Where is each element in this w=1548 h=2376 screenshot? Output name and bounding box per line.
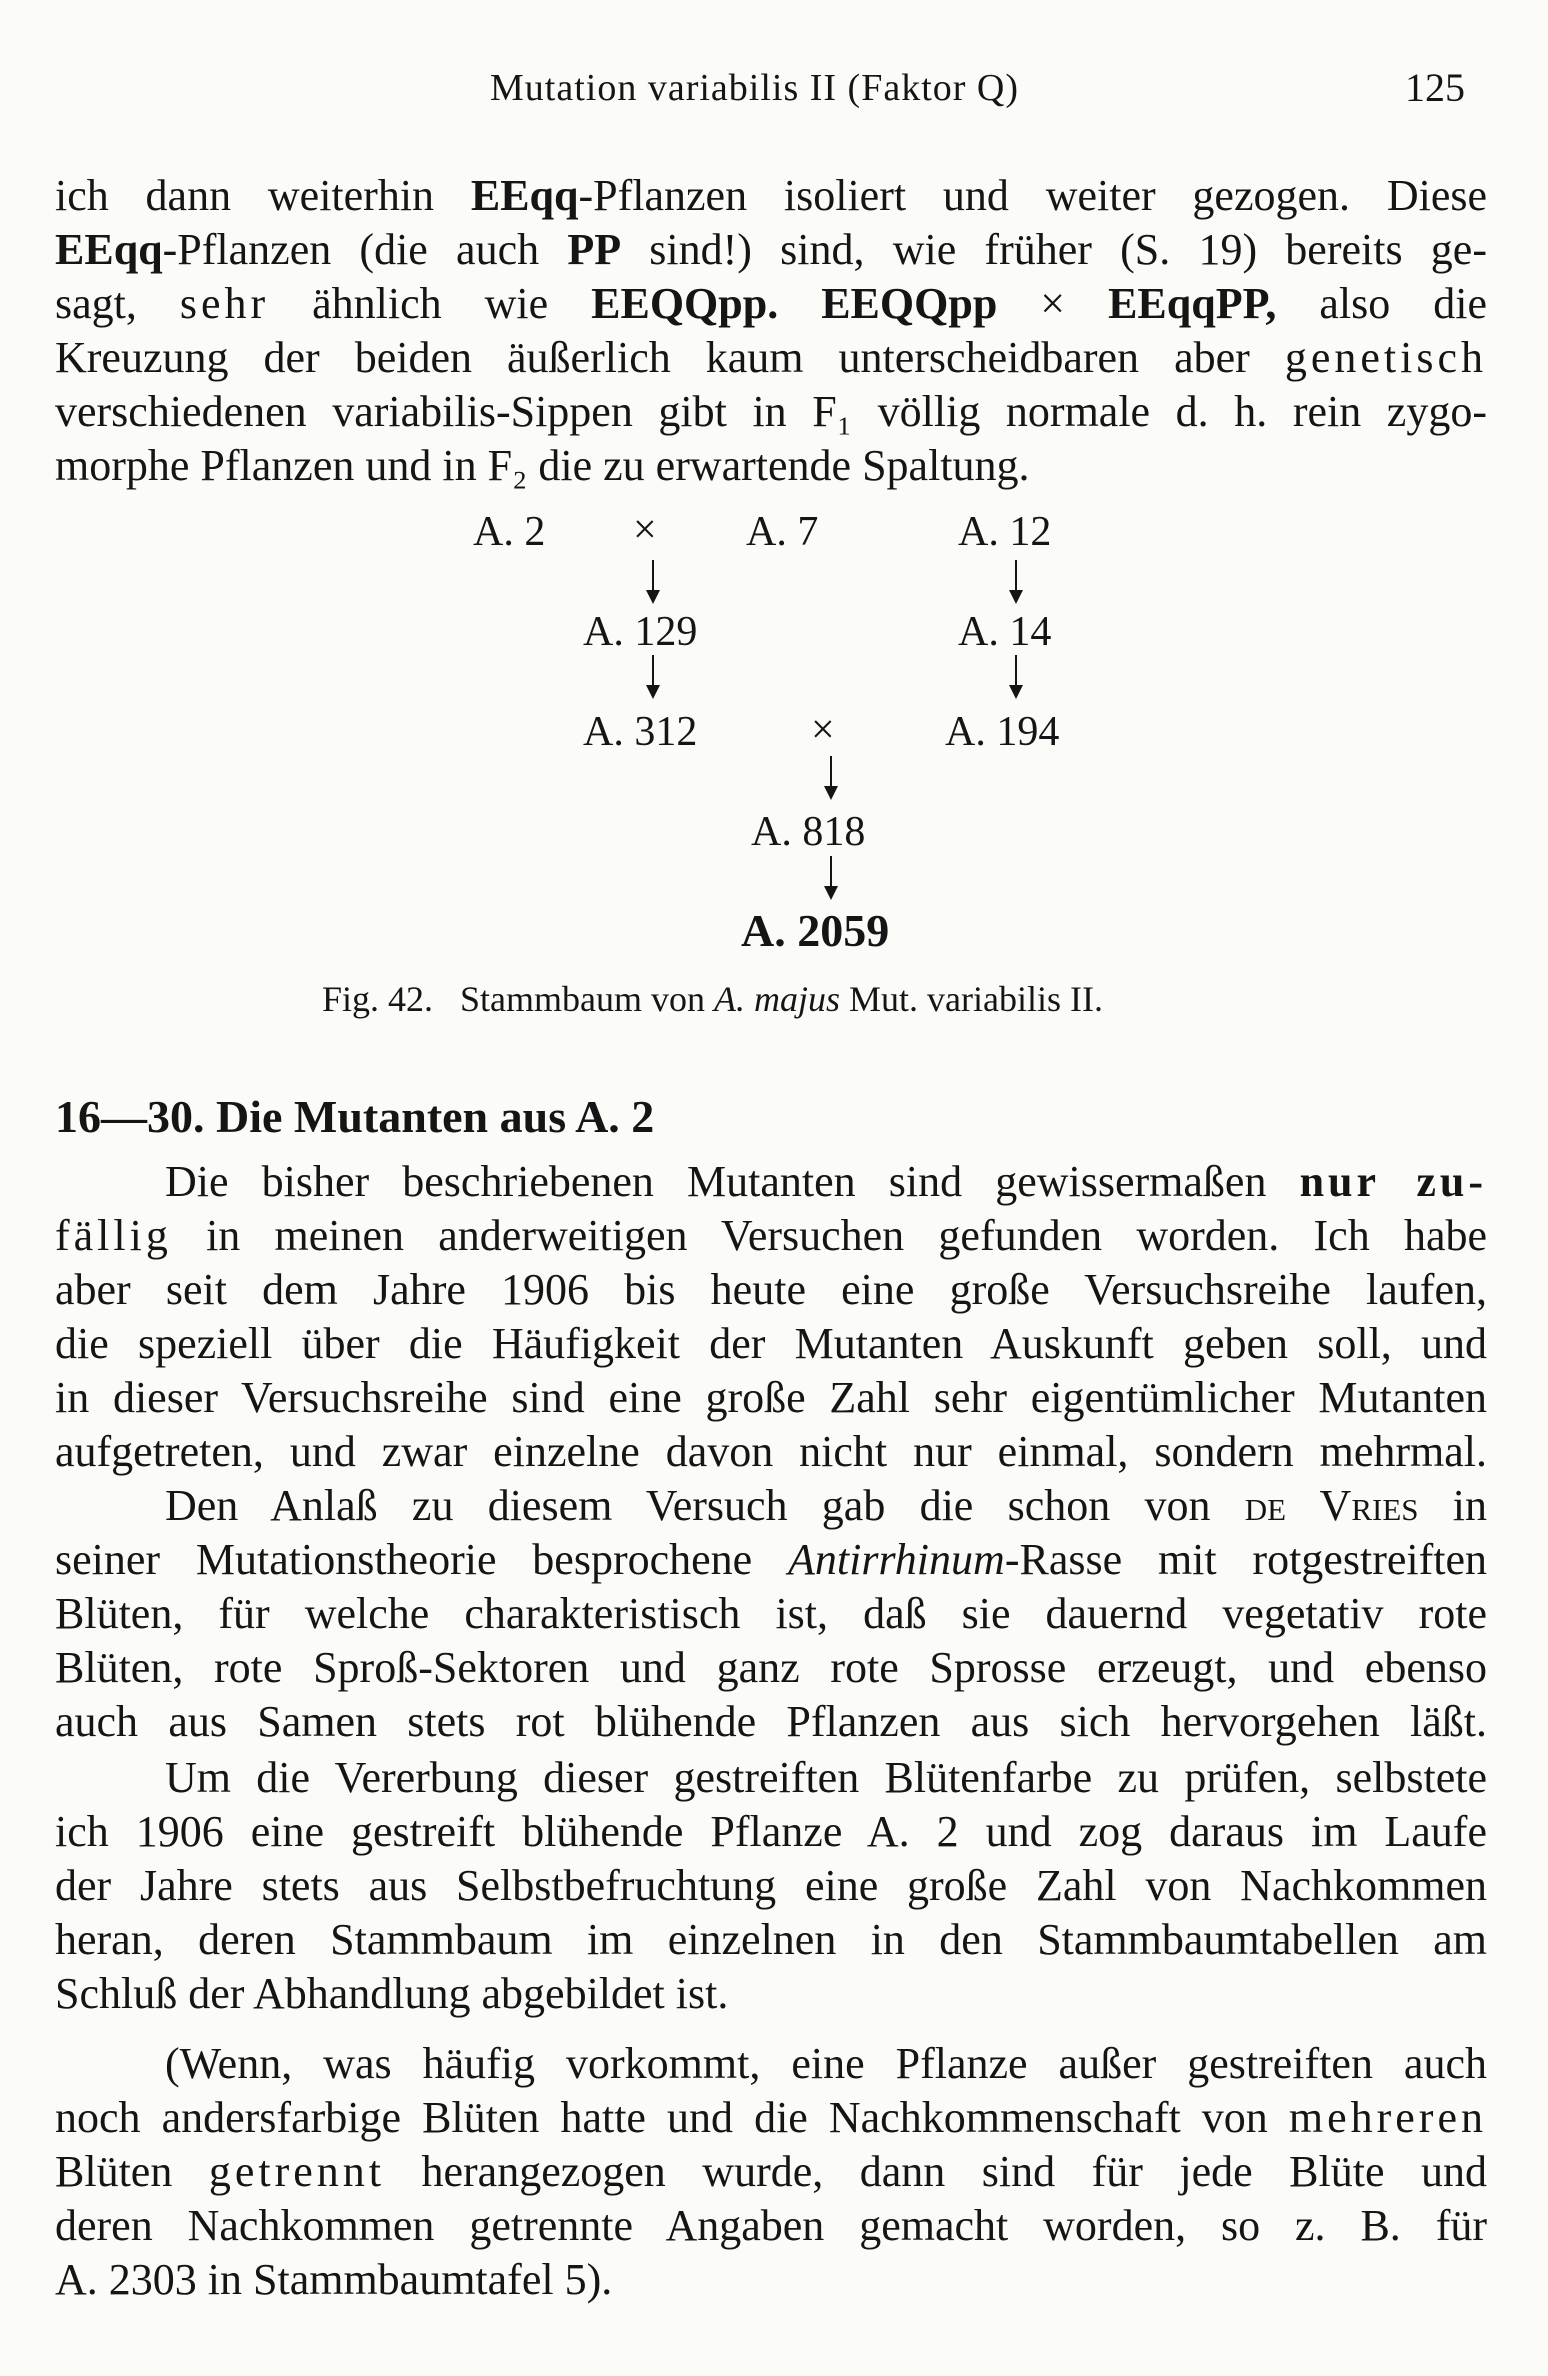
- text-line: die speziell über die Häufigkeit der Mutanten Auskunft geben soll, und: [55, 1319, 1487, 1368]
- descent-arrow: [823, 756, 839, 800]
- text-line: (Wenn, was häufig vorkommt, eine Pflanze außer gestreiften auch: [165, 2039, 1487, 2088]
- text-line: fällig in meinen anderweitigen Versuchen gefunden worden. Ich habe: [55, 1211, 1487, 1260]
- text-line: A. 2303 in Stammbaumtafel 5).: [55, 2255, 613, 2304]
- descent-arrow: [823, 856, 839, 900]
- section-heading: 16—30. Die Mutanten aus A. 2: [55, 1091, 655, 1142]
- tree-node: A. 14: [958, 609, 1052, 655]
- text-line: seiner Mutationstheorie besprochene Antirrhinum-Rasse mit rotgestreiften: [55, 1535, 1488, 1584]
- text-line: aber seit dem Jahre 1906 bis heute eine große Versuchsreihe laufen,: [55, 1265, 1487, 1314]
- tree-node: A. 2059: [741, 905, 890, 956]
- text-line: verschiedenen variabilis-Sippen gibt in F₁ völlig normale d. h. rein zygo-: [55, 387, 1487, 436]
- descent-arrow: [1008, 560, 1024, 604]
- text-line: sagt, sehr ähnlich wie EEQQpp. EEQQpp × EEqqPP, also die: [55, 279, 1487, 328]
- text-line: Kreuzung der beiden äußerlich kaum unterscheidbaren aber genetisch: [55, 333, 1487, 382]
- tree-node: A. 2: [473, 509, 546, 555]
- text-line: EEqq-Pflanzen (die auch PP sind!) sind, wie früher (S. 19) bereits ge-: [55, 225, 1487, 274]
- text-line: ich dann weiterhin EEqq-Pflanzen isoliert und weiter gezogen. Diese: [55, 171, 1487, 220]
- tree-node: A. 7: [746, 509, 819, 555]
- running-title: Mutation variabilis II (Faktor Q): [490, 67, 1020, 109]
- tree-node: A. 194: [945, 709, 1060, 755]
- text-line: Blüten, rote Sproß-Sektoren und ganz rote Sprosse erzeugt, und ebenso: [55, 1643, 1487, 1692]
- tree-node: A. 12: [958, 509, 1052, 555]
- text-line: ich 1906 eine gestreift blühende Pflanze A. 2 und zog daraus im Laufe: [55, 1807, 1487, 1856]
- text-line: in dieser Versuchsreihe sind eine große Zahl sehr eigentümlicher Mutanten: [55, 1373, 1487, 1422]
- text-line: Blüten getrennt herangezogen wurde, dann sind für jede Blüte und: [55, 2147, 1488, 2196]
- descent-arrow: [645, 655, 661, 699]
- text-line: noch andersfarbige Blüten hatte und die Nachkommenschaft von mehreren: [55, 2093, 1487, 2142]
- text-line: Die bisher beschriebenen Mutanten sind gewissermaßen nur zu-: [165, 1157, 1487, 1206]
- text-line: aufgetreten, und zwar einzelne davon nicht nur einmal, sondern mehrmal.: [55, 1427, 1487, 1476]
- cross-symbol: ×: [633, 507, 657, 553]
- tree-node: A. 818: [751, 809, 866, 855]
- tree-node: A. 129: [583, 609, 698, 655]
- text-line: morphe Pflanzen und in F₂ die zu erwartende Spaltung.: [55, 441, 1030, 490]
- text-line: Den Anlaß zu diesem Versuch gab die schon von de Vries in: [165, 1481, 1487, 1530]
- text-line: deren Nachkommen getrennte Angaben gemacht worden, so z. B. für: [55, 2201, 1487, 2250]
- cross-symbol: ×: [811, 707, 835, 753]
- page-number: 125: [1405, 65, 1465, 110]
- tree-node: A. 312: [583, 709, 698, 755]
- figure-caption: Fig. 42. Stammbaum von A. majus Mut. variabilis II.: [322, 979, 1103, 1019]
- text-line: Um die Vererbung dieser gestreiften Blütenfarbe zu prüfen, selbstete: [165, 1753, 1487, 1802]
- text-line: auch aus Samen stets rot blühende Pflanzen aus sich hervorgehen läßt.: [55, 1697, 1487, 1746]
- text-line: heran, deren Stammbaum im einzelnen in den Stammbaumtabellen am: [55, 1915, 1487, 1964]
- text-line: der Jahre stets aus Selbstbefruchtung eine große Zahl von Nachkommen: [55, 1861, 1487, 1910]
- descent-arrow: [645, 560, 661, 604]
- text-line: Blüten, für welche charakteristisch ist, daß sie dauernd vegetativ rote: [55, 1589, 1487, 1638]
- descent-arrow: [1008, 655, 1024, 699]
- text-line: Schluß der Abhandlung abgebildet ist.: [55, 1969, 729, 2018]
